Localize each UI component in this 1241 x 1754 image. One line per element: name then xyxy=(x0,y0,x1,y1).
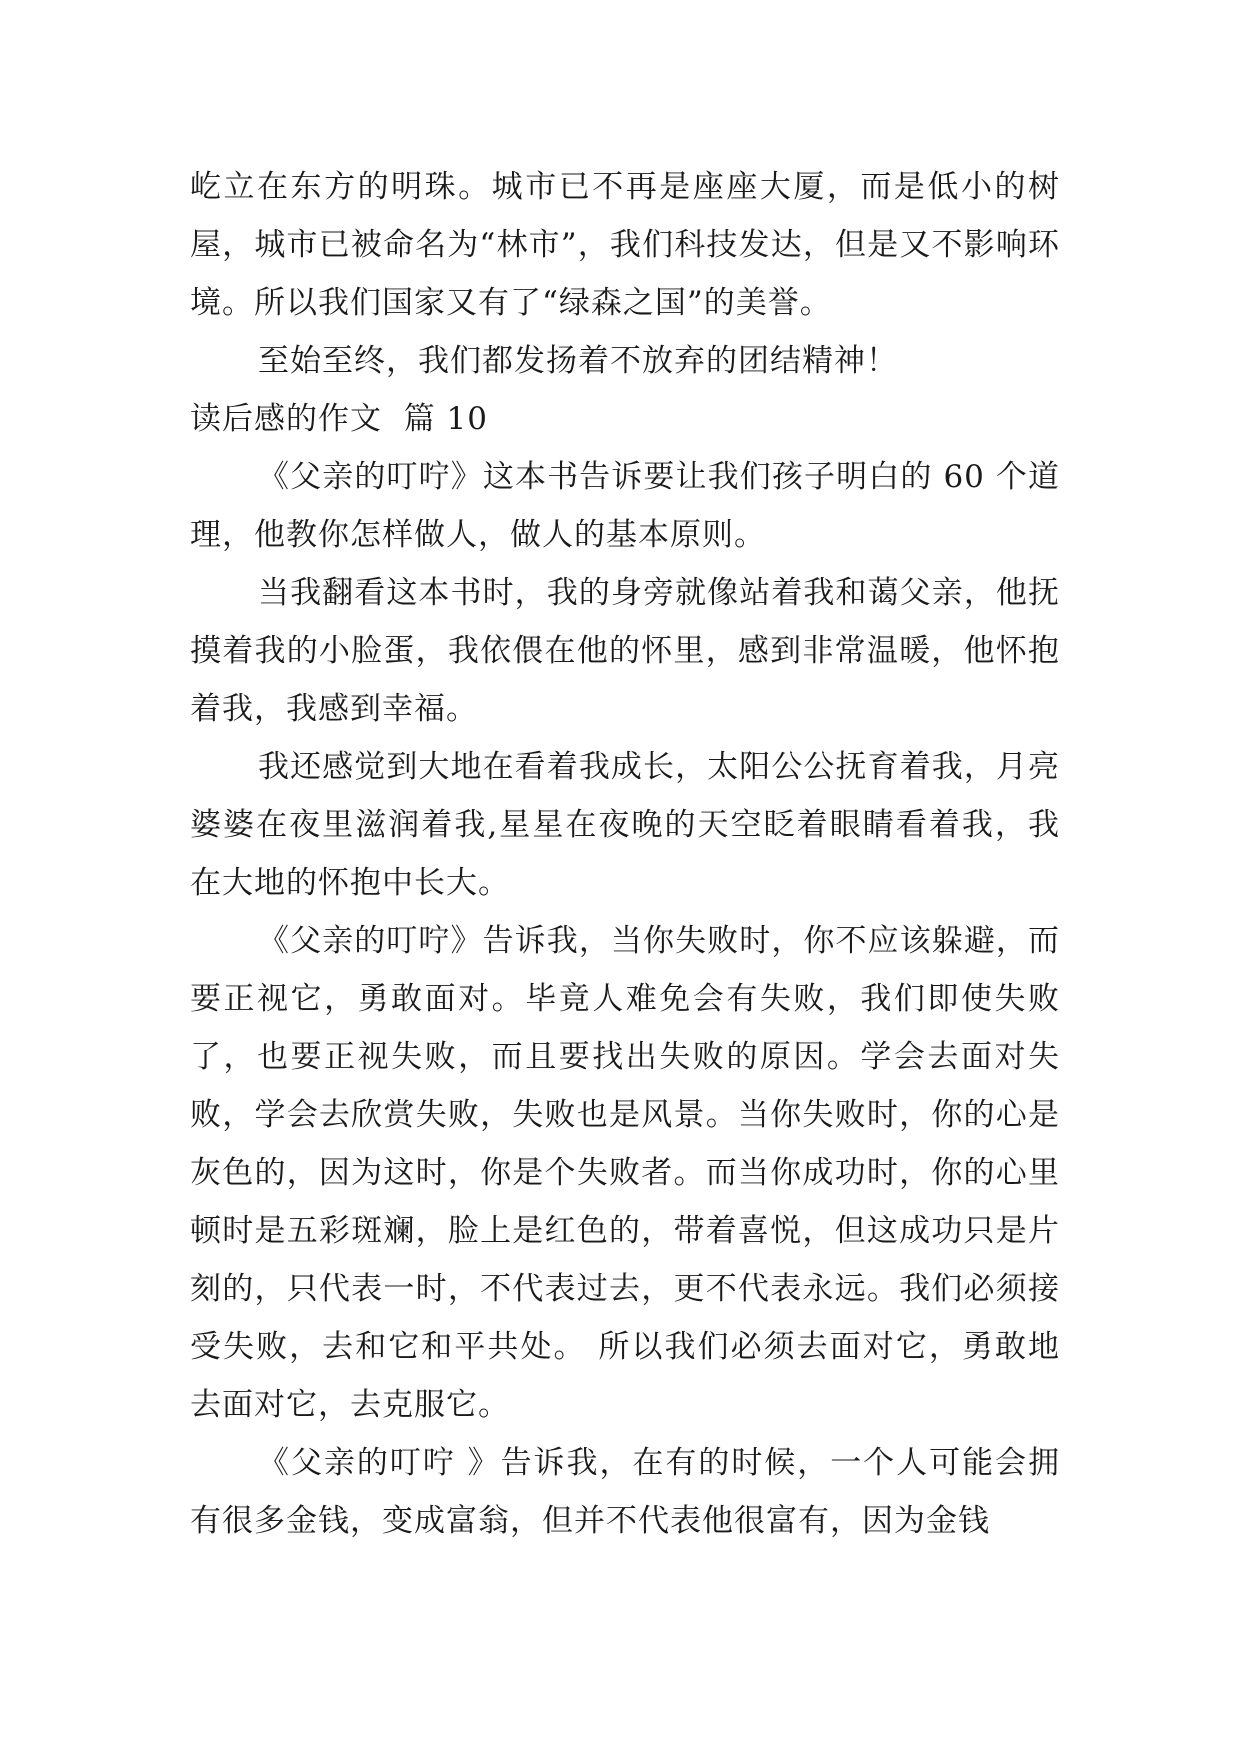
paragraph-7: 《父亲的叮咛 》告诉我，在有的时候，一个人可能会拥有很多金钱，变成富翁，但并不代表他很富有，因为金钱 xyxy=(190,1445,1060,1539)
document-body xyxy=(190,158,1060,1550)
paragraph-2: 至始至终，我们都发扬着不放弃的团结精神！ xyxy=(258,343,898,379)
section-heading: 读后感的作文 篇 10 xyxy=(190,401,489,437)
paragraph-6: 《父亲的叮咛》告诉我，当你失败时，你不应该躲避，而要正视它，勇敢面对。毕竟人难免会有失败，我们即使失败了，也要正视失败，而且要找出失败的原因。学会去面对失败，学会去欣赏失败，失败也是风景。当你失败时，你的心是灰色的，因为这时，你是个失败者。而当你成功时，你的心里顿时是五彩斑斓，脸上是红色的，带着喜悦，但这成功只是片刻的，只代表一时，不代表过去，更不代表永远。我们必须接受失败，去和它和平共处。 所以我们必须去面对它，勇敢地去面对它，去克服它。 xyxy=(190,923,1060,1423)
paragraph-1: 屹立在东方的明珠。城市已不再是座座大厦，而是低小的树屋，城市已被命名为“林市”，我们科技发达，但是又不影响环境。所以我们国家又有了“绿森之国”的美誉。 xyxy=(190,169,1060,321)
paragraph-5: 我还感觉到大地在看着我成长，太阳公公抚育着我，月亮婆婆在夜里滋润着我,星星在夜晚的天空眨着眼睛看着我，我在大地的怀抱中长大。 xyxy=(190,749,1060,901)
paragraph-4: 当我翻看这本书时，我的身旁就像站着我和蔼父亲，他抚摸着我的小脸蛋，我依偎在他的怀里，感到非常温暖，他怀抱着我，我感到幸福。 xyxy=(190,575,1060,727)
paragraph-3: 《父亲的叮咛》这本书告诉要让我们孩子明白的 60 个道理，他教你怎样做人，做人的基本原则。 xyxy=(190,459,1060,553)
